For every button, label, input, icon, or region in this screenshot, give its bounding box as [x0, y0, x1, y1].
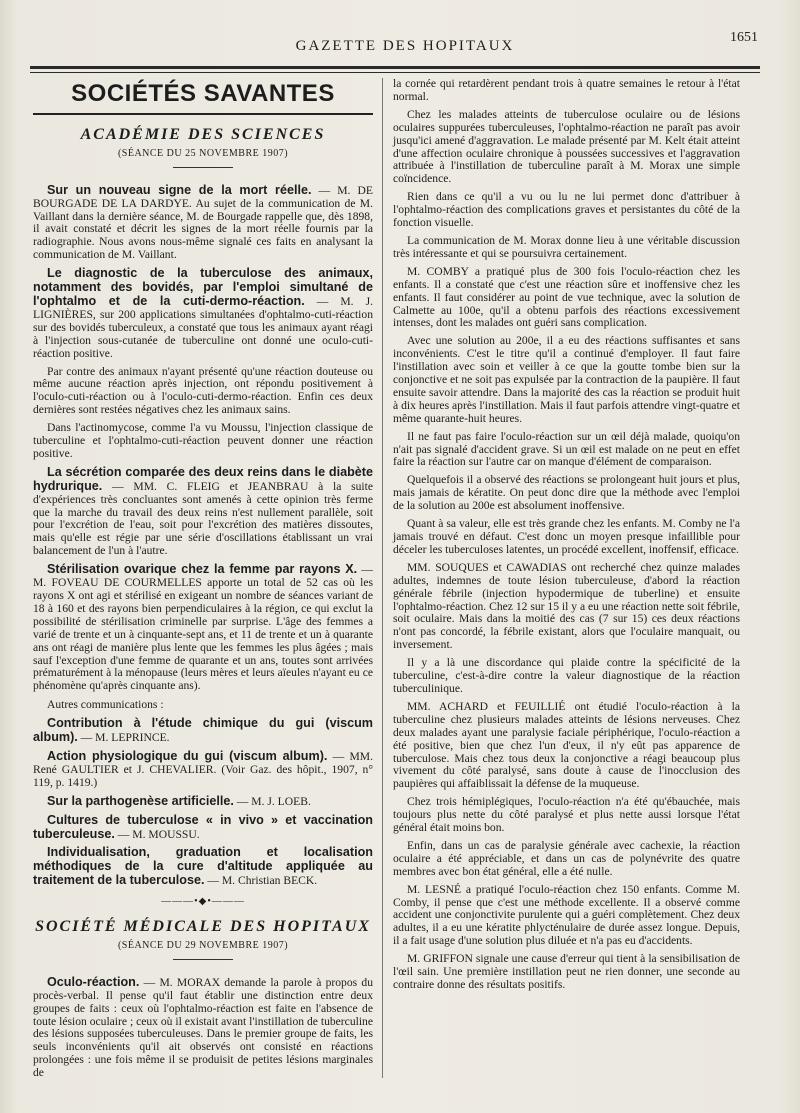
- article-paragraph: Il ne faut pas faire l'oculo-réaction sur un œil déjà malade, quoiqu'on n'ait pas signalé d'accident grave. Si un œil est malade on ne peut en effet faire la réaction sur l'autre car on manque d'élément de comparaison.: [393, 429, 740, 469]
- article-paragraph: Avec une solution au 200e, il a eu des réactions suffisantes et sans inconvénients. C'est le titre qu'il a continué d'employer. Il faut faire l'instillation avec soin et veiller à ce que la goutte tombe bien sur la conjonctive et ne soit pas expulsée par la contraction de la paupière. Il faut ensuite savoir attendre. Dans la majorité des cas la réaction se produit huit à dix heures après l'instillation. Mais il faut parfois attendre vingt-quatre et même quarante-huit heures.: [393, 334, 740, 425]
- header-rule-thin: [30, 72, 760, 73]
- article-paragraph: [33, 466, 373, 558]
- ornament-divider: ———•◆•———: [161, 896, 245, 908]
- short-rule: [173, 167, 233, 168]
- article-paragraph: la cornée qui retardèrent pendant trois à quatre semaines le retour à l'état normal.: [393, 77, 740, 103]
- article-heading: Oculo-réaction.: [47, 974, 140, 989]
- article-paragraph: M. GRIFFON signale une cause d'erreur qui tient à la sensibilisation de l'œil sain. Une première instillation peut ne rien donner, une seconde au contraire donne des résultats positifs.: [393, 952, 740, 991]
- article-paragraph: Il y a là une discordance qui plaide contre la spécificité de la tuberculine, c'est-à-dire contre la valeur diagnostique de la réaction tuberculinique.: [393, 656, 740, 695]
- article-heading: Le diagnostic de la tuberculose des animaux, notamment des bovidés, par l'emploi simultané de l'ophtalmo et de la cuti-dermo-réaction.: [33, 266, 373, 308]
- article-heading: La sécrétion comparée des deux reins dans le diabète hydrurique.: [33, 464, 373, 493]
- column-divider: [382, 78, 383, 1078]
- medicale-title: SOCIÉTÉ MÉDICALE DES HOPITAUX: [35, 918, 371, 936]
- autres-heading: Action physiologique du gui (viscum album).: [47, 748, 328, 763]
- autres-item: [33, 717, 373, 745]
- article-paragraph: M. LESNÉ a pratiqué l'oculo-réaction chez 150 enfants. Comme M. Comby, il pense que c'est une méthode excellente. Il a observé comme accident une conjonctivite purulente qui a guéri complètement. Chez deux adultes, il a eu une kératite phlycténulaire de durée assez longue. Depuis, il a fait usage d'une solution plus diluée et n'a pas eu d'accidents.: [393, 882, 740, 948]
- autres-text: — M. J. LOEB.: [233, 794, 311, 808]
- left-column: [33, 78, 373, 1085]
- section-rule: [33, 113, 373, 115]
- autres-text: — MM. René GAULTIER et J. CHEVALIER. (Voir Gaz. des hôpit., 1907, n° 119, p. 1419.): [33, 749, 373, 789]
- article-text: — M. DE BOURGADE DE LA DARDYE. Au sujet de la communication de M. Vaillant dans la dernière séance, M. de Bourgade rappelle que, dès 1898, il avait constaté et décrit les signes de la mort réelle fournis par la radiographie. Nous avons nous-même signalé ces faits en analysant la communication de M. Vaillant.: [33, 183, 373, 262]
- right-column: [393, 78, 740, 997]
- article-text: Par contre des animaux n'ayant présenté qu'une réaction douteuse ou même aucune réaction après injection, ont répondu positivement à l'oculo-cuti-réaction ou à l'oculo-cuti-dermo-réaction. Enfin ces deux dernières sont restées négatives chez les animaux sains.: [33, 364, 373, 417]
- article-paragraph: Chez trois hémiplégiques, l'oculo-réaction n'a été qu'ébauchée, mais toujours plus nette du côté paralysé et plus nette aussi lorsque l'état général était moins bon.: [393, 795, 740, 835]
- article-text: — MM. C. FLEIG et JEANBRAU à la suite d'expériences très concluantes sont amenés à cette opinion très ferme que la marche du travail des deux reins n'est nullement parallèle, soit pour l'excrétion de l'eau, soit pour l'excrétion des matières dissoutes, mais qu'elle est régie par une série d'oscillations établissant un vrai balancement de l'un à l'autre.: [33, 479, 373, 558]
- autres-heading: Contribution à l'étude chimique du gui (viscum album).: [33, 716, 373, 745]
- masthead: GAZETTE DES HOPITAUX: [295, 38, 515, 54]
- article-text: — M. FOVEAU DE COURMELLES apporte un total de 52 cas où les rayons X ont agi et stérilisé en exigeant un nombre de séances variant de 18 à 160 et des rayons bien perpendiculaires à la région, ce qui exclut la possibilité de stérilisation criminelle par surprise. L'âge des femmes a varié de trente et un à cinquante-sept ans, et 11 de trente et un à quarante ans ont réagi de manière plus lente que les femmes les plus âgées ; mais sauf l'exception d'une femme de quarante et un ans, toutes sont arrivées prématurément à la ménopause (leurs mères et leurs aïeules n'ayant eu ce phénomène qu'après cinquante ans).: [33, 563, 373, 693]
- autres-heading: Individualisation, graduation et localisation méthodiques de la cure d'altitude appliquée au traitement de la tuberculose.: [33, 845, 373, 888]
- article-paragraph: M. COMBY a pratiqué plus de 300 fois l'oculo-réaction chez les enfants. Il a constaté que c'est une réaction sûre et inoffensive chez les enfants. Il faut considérer au point de vue technique, avec la solution de Calmette au 100e, qu'il a obtenu parfois des réactions excessivement intenses, dont les malades ont guéri sans complication.: [393, 264, 740, 330]
- autres-heading: Cultures de tuberculose « in vivo » et vaccination tuberculeuse.: [33, 812, 373, 841]
- article-paragraph: La communication de M. Morax donne lieu à une véritable discussion très intéressante et qui se poursuivra certainement.: [393, 233, 740, 260]
- autres-heading: Sur la parthogenèse artificielle.: [47, 793, 234, 808]
- autres-item: [33, 750, 373, 790]
- autres-text: — M. Christian BECK.: [204, 874, 318, 888]
- autres-text: — M. MOUSSU.: [114, 827, 200, 841]
- article-paragraph: [33, 184, 373, 262]
- article-text: Dans l'actinomycose, comme l'a vu Moussu, l'injection classique de tuberculine et l'ophtalmo-cuti-réaction peuvent donner une réaction positive.: [33, 421, 373, 460]
- article-text: — M. J. LIGNIÈRES, sur 200 applications simultanées d'ophtalmo-cuti-réaction sur des bovidés tuberculeux, a constaté que tous les animaux ayant réagi à l'injection sous-cutanée de tuberculine ont donné une oculo-cuti-réaction positive.: [33, 294, 373, 360]
- article-text: — M. MORAX demande la parole à propos du procès-verbal. Il pense qu'il faut établir une distinction entre deux groupes de faits : ceux où l'ophtalmo-réaction est faite en l'absence de toute lésion oculaire ; ceux où il existait avant l'instillation de tuberculine des lésions supposées tuberculeuses. Dans le premier groupe de faits, les seuls inconvénients qu'il ait observés ont consisté en réactions prolongées : une fois même il se produisit de petites lésions marginales de: [33, 975, 373, 1080]
- article-paragraph: Quelquefois il a observé des réactions se prolongeant huit jours et plus, mais jamais de kératite. On peut donc dire que la méthode avec l'emploi de la solution au 200e est absolument inoffensive.: [393, 473, 740, 513]
- autres-item: [33, 795, 373, 809]
- article-paragraph: Quant à sa valeur, elle est très grande chez les enfants. M. Comby ne l'a jamais trouvé en défaut. C'est donc un moyen presque infaillible pour déceler les tuberculoses latentes, un procédé excellent, inoffensif, efficace.: [393, 517, 740, 556]
- section-title: SOCIÉTÉS SAVANTES: [71, 80, 335, 107]
- article-heading: Stérilisation ovarique chez la femme par rayons X.: [47, 562, 358, 577]
- page-number: 1651: [730, 30, 758, 45]
- autres-text: — M. LEPRINCE.: [77, 731, 170, 745]
- article-paragraph: Enfin, dans un cas de paralysie générale avec cachexie, la réaction oculaire a été appréciable, et dans un cas de polynévrite des quatre membres avec bon état général, elle a été nulle.: [393, 838, 740, 878]
- article-paragraph: [33, 976, 373, 1080]
- article-paragraph: MM. SOUQUES et CAWADIAS ont recherché chez quinze malades adultes, indemnes de toute lésion tuberculeuse, d'abord la réaction générale fébrile (injection hypodermique de tuberline) et ensuite l'ophtalmo-réaction. Chez 12 sur 15 il y a eu une réaction nette soit fébrile, soit oculaire. Mais dans la moitié des cas (7 sur 15) ces deux réactions n'ont pas concordé, la fébrile existant, alors que l'oculaire manquait, ou inversement.: [393, 560, 740, 652]
- autres-item: [33, 846, 373, 888]
- article-paragraph: MM. ACHARD et FEUILLIÉ ont étudié l'oculo-réaction à la tuberculine chez plusieurs malades atteints de lésions nerveuses. Chez deux malades ayant une paralysie faciale périphérique, l'oculo-réaction a été positive, bien que chez l'un d'eux, il n'y eût pas apparence de tuberculose. Mais chez tous deux la conjonctive a réagi beaucoup plus vivement du côté paralysé, sans doute à cause de l'inocclusion des paupières qui affaiblissait la défense de la muqueuse.: [393, 699, 740, 791]
- article-heading: Sur un nouveau signe de la mort réelle.: [47, 182, 312, 197]
- academie-title: ACADÉMIE DES SCIENCES: [80, 125, 326, 143]
- autres-item: [33, 814, 373, 842]
- academie-seance: (SÉANCE DU 25 NOVEMBRE 1907): [117, 147, 289, 159]
- article-paragraph: [33, 563, 373, 693]
- article-paragraph: [33, 267, 373, 360]
- autres-label: Autres communications :: [47, 698, 164, 712]
- header-rule-thick: [30, 66, 760, 69]
- medicale-seance: (SÉANCE DU 29 NOVEMBRE 1907): [117, 939, 289, 951]
- article-paragraph: Rien dans ce qu'il a vu ou lu ne lui permet donc d'attribuer à l'ophtalmo-réaction des complications graves et persistantes du côté de la fonction visuelle.: [393, 190, 740, 230]
- article-paragraph: [33, 366, 373, 418]
- article-paragraph: Chez les malades atteints de tuberculose oculaire ou de lésions oculaires suppurées tuberculeuses, l'ophtalmo-réaction ne paraît pas avoir jusqu'ici amené d'aggravation. Le malade présenté par M. Kelt était atteint d'une affection oculaire chronique à poussées successives et l'aggravation attribuée à l'instillation de tuberculine paraît à M. Morax une simple coïncidence.: [393, 107, 740, 186]
- short-rule: [173, 959, 233, 960]
- article-paragraph: [33, 422, 373, 461]
